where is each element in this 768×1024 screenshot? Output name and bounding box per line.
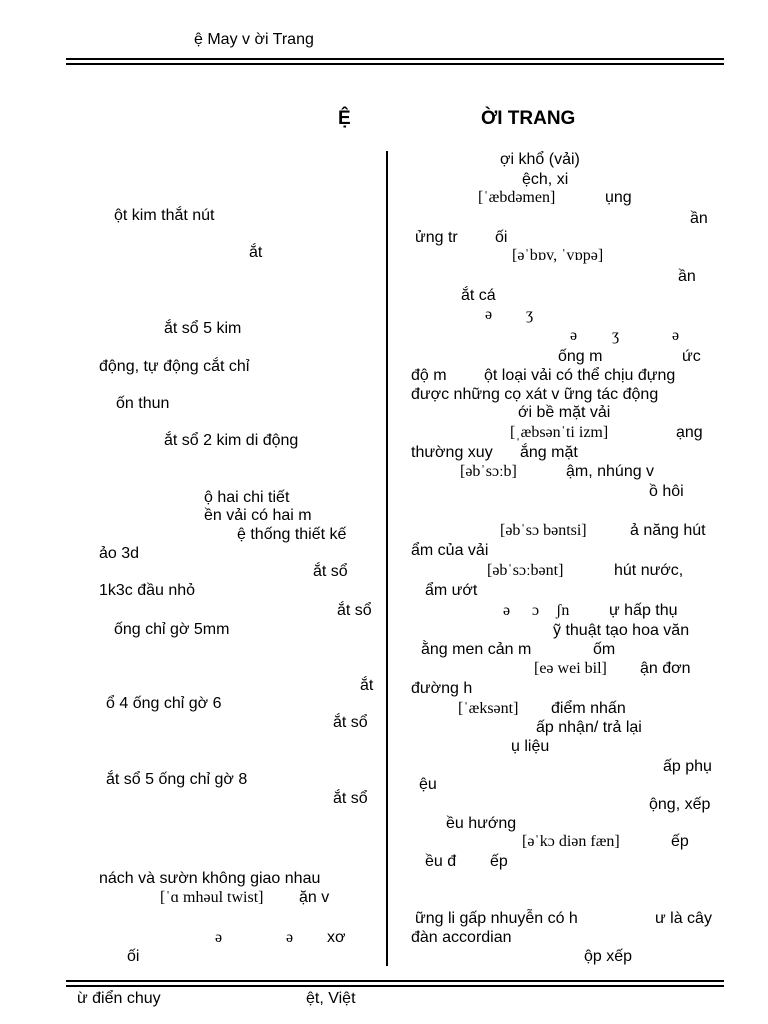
right-entry: hút nước, [614,562,684,579]
right-entry: ốm [593,641,616,658]
right-entry: điểm nhấn [551,700,626,717]
right-entry: ệch, xi [522,171,569,188]
right-entry: độ m [411,367,447,384]
right-entry: ộng, xếp [649,796,711,813]
right-phonetic: [ˈæksənt] [458,700,519,717]
left-entry: ối [127,948,140,965]
left-entry: ắt [249,244,263,261]
footer-rule-bottom [66,985,724,987]
left-entry: ắt sổ 5 ống chỉ gờ 8 [106,771,248,788]
left-entry: ổ 4 ống chỉ gờ 6 [106,695,222,712]
left-entry: ắt sổ [313,563,348,580]
right-entry: ấp phụ [663,758,712,775]
right-entry: ấp nhận/ trả lại [536,719,642,736]
right-entry: ồ hôi [649,483,684,500]
left-entry: ắt sổ [333,790,368,807]
column-divider [386,151,388,966]
right-phonetic: ʒ [526,306,534,323]
right-entry: được những cọ xát v ững tác động [411,386,659,403]
right-entry: ần [690,210,708,227]
right-phonetic: ʃn [556,602,570,619]
right-entry: ợi khổ (vải) [500,151,580,168]
left-entry: nách và sườn không giao nhau [99,870,321,887]
footer-right-text: ệt, Việt [306,990,356,1007]
left-entry: ệ thống thiết kế [237,526,347,543]
right-entry: ộp xếp [584,948,633,965]
right-entry: ột loại vải có thể chịu đựng [484,367,676,384]
left-entry: ốn thun [116,395,170,412]
right-entry: ỹ thuật tạo hoa văn [553,622,690,639]
left-entry: xơ [327,929,346,946]
left-phonetic: ə [286,929,294,946]
left-entry: ền vải có hai m [204,507,312,524]
left-entry: 1k3c đầu nhỏ [99,582,196,599]
right-phonetic: [əˈkɔ diən fæn] [522,833,620,850]
left-phonetic: [ˈɑ mhəul twist] [160,889,264,906]
right-entry: ối [495,229,508,246]
left-entry: ảo 3d [99,545,140,562]
right-phonetic: [ˈæbdəmen] [478,189,556,206]
right-entry: ằng men cản m [421,641,532,658]
right-entry: ạng [676,424,703,441]
right-phonetic: [əbˈsɔːbənt] [487,562,564,579]
right-phonetic: ə [672,327,680,344]
right-entry: ậm, nhúng v [566,463,655,480]
header-rule-bottom [66,63,724,65]
right-phonetic: [ˌæbsənˈti izm] [510,424,609,441]
right-entry: đường h [411,680,473,697]
right-entry: ệu [419,776,437,793]
right-entry: ắng mặt [520,444,578,461]
left-entry: ộ hai chi tiết [204,489,290,506]
left-entry: ắt sổ 5 kim [164,320,242,337]
right-phonetic: ʒ [612,327,620,344]
right-entry: ửng tr [415,229,458,246]
right-entry: ống m [558,348,603,365]
left-phonetic: ə [215,929,223,946]
right-entry: ững li gấp nhuyễn có h [415,910,578,927]
right-entry: thường xuy [411,444,493,461]
left-entry: ột kim thắt nút [114,207,215,224]
footer-rule-top [66,980,724,982]
right-phonetic: ɔ [532,602,540,619]
right-entry: ới bề mặt vải [518,404,611,421]
right-entry: ư là cây [655,910,712,927]
left-entry: ặn v [299,889,330,906]
right-phonetic: [eə wei bil] [534,660,607,677]
right-entry: ẩm của vải [411,542,489,559]
running-header: ệ May v ời Trang [194,31,314,48]
right-entry: ụng [605,189,632,206]
right-entry: ả năng hút [630,522,706,539]
right-phonetic: [əbˈsɔ bəntsi] [500,522,587,539]
right-phonetic: ə [570,327,578,344]
heading-right: ỜI TRANG [481,108,576,129]
left-entry: ắt sổ [333,714,368,731]
left-entry: ắt [360,677,374,694]
right-entry: đàn accordian [411,929,512,946]
right-entry: ều đ [425,853,457,870]
left-entry: ắt sổ [337,602,372,619]
right-entry: ẩm ướt [425,582,478,599]
left-entry: động, tự động cắt chỉ [99,358,250,375]
right-phonetic: [əˈbɒv, ˈvɒpə] [512,247,604,264]
right-entry: ếp [490,853,508,870]
header-rule-top [66,58,724,60]
right-entry: ự hấp thụ [609,602,678,619]
left-entry: ắt sổ 2 kim di động [164,432,299,449]
right-entry: ụ liệu [511,738,550,755]
right-entry: ếp [671,833,689,850]
heading-left: Ệ [338,108,351,129]
right-entry: ắt cá [461,287,496,304]
right-phonetic: ə [485,306,493,323]
right-entry: ều hướng [446,815,517,832]
right-phonetic: ə [503,602,511,619]
right-entry: ức [682,348,701,365]
left-entry: ống chỉ gờ 5mm [114,621,230,638]
right-entry: ần [678,268,696,285]
right-phonetic: [əbˈsɔːb] [460,463,517,480]
right-entry: ận đơn [640,660,691,677]
footer-left-text: ừ điển chuy [77,990,161,1007]
